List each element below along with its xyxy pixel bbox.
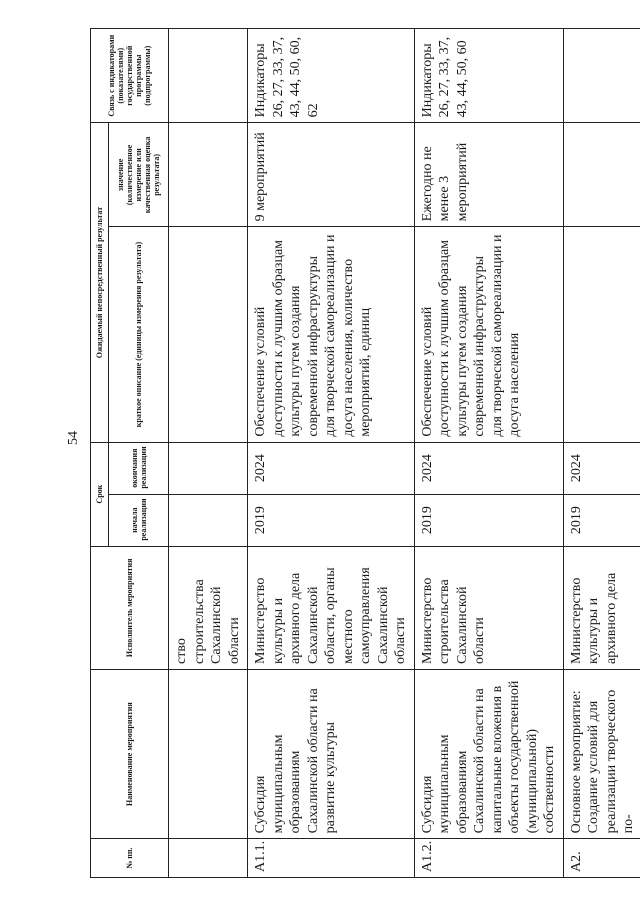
- cell-value: Ежегодно не менее 3 мероприятий: [414, 123, 563, 227]
- header-result-desc: краткое описание (единицы измерения результата): [109, 227, 169, 442]
- cell-num: [169, 839, 248, 878]
- header-executor: Исполнитель мероприятия: [91, 546, 169, 669]
- cell-value: 9 мероприятий: [248, 123, 415, 227]
- cell-start: 2019: [563, 494, 640, 546]
- cell-desc: Обеспечение условий доступности к лучшим образцам культуры путем создания современной инфраструктуры для творческой самореализации и досуга населения, количество мероприятий, единиц: [248, 227, 415, 442]
- cell-name: [169, 670, 248, 839]
- cell-end: 2024: [414, 442, 563, 494]
- cell-end: 2024: [248, 442, 415, 494]
- header-result-value: значение (количественное измерение или качественная оценка результата): [109, 123, 169, 227]
- cell-end: 2024: [563, 442, 640, 494]
- table-row: [563, 29, 640, 878]
- cell-value: [169, 123, 248, 227]
- cell-name: Субсидия муниципальным образованиям Сахалинской области на капитальные вложения в объекты государственной (муниципальной) собственности: [414, 670, 563, 839]
- cell-executor: Министерство культуры и архивного дела: [563, 546, 640, 669]
- cell-executor: Министерство строительства Сахалинской области: [414, 546, 563, 669]
- cell-end: [169, 442, 248, 494]
- cell-executor: Министерство культуры и архивного дела Сахалинской области, органы местного самоуправления Сахалинской области: [248, 546, 415, 669]
- cell-indicators: [169, 29, 248, 123]
- cell-num: А2.: [563, 839, 640, 878]
- cell-start: 2019: [414, 494, 563, 546]
- header-term-start: начала реализации: [109, 494, 169, 546]
- header-result: Ожидаемый непосредственный результат: [91, 123, 109, 442]
- cell-name: Субсидия муниципальным образованиям Сахалинской области на развитие культуры: [248, 670, 415, 839]
- activities-table: [90, 28, 640, 878]
- cell-indicators: [563, 29, 640, 123]
- cell-value: [563, 123, 640, 227]
- page-number: 54: [66, 431, 81, 445]
- header-term-end: окончания реализации: [109, 442, 169, 494]
- header-term: Срок: [91, 442, 109, 546]
- cell-start: 2019: [248, 494, 415, 546]
- table-row: [169, 29, 248, 878]
- table-row: [414, 29, 563, 878]
- cell-start: [169, 494, 248, 546]
- cell-name: Основное мероприятие: Создание условий для реализации творческого по-: [563, 670, 640, 839]
- header-num: № пп.: [91, 839, 169, 878]
- cell-num: А1.2.: [414, 839, 563, 878]
- header-indicators: Связь с индикаторами (показателями) государственной программы (подпрограммы): [91, 29, 169, 123]
- cell-indicators: Индикаторы 26, 27, 33, 37, 43, 44, 50, 60: [414, 29, 563, 123]
- cell-desc: [563, 227, 640, 442]
- cell-desc: Обеспечение условий доступности к лучшим образцам культуры путем создания современной инфраструктуры для творческой самореализации и досуга населения: [414, 227, 563, 442]
- cell-executor: ство строительства Сахалинской области: [169, 546, 248, 669]
- rotated-table-container: [90, 28, 640, 878]
- table-row: [248, 29, 415, 878]
- cell-num: А1.1.: [248, 839, 415, 878]
- cell-desc: [169, 227, 248, 442]
- header-name: Наименование мероприятия: [91, 670, 169, 839]
- cell-indicators: Индикаторы 26, 27, 33, 37, 43, 44, 50, 60, 62: [248, 29, 415, 123]
